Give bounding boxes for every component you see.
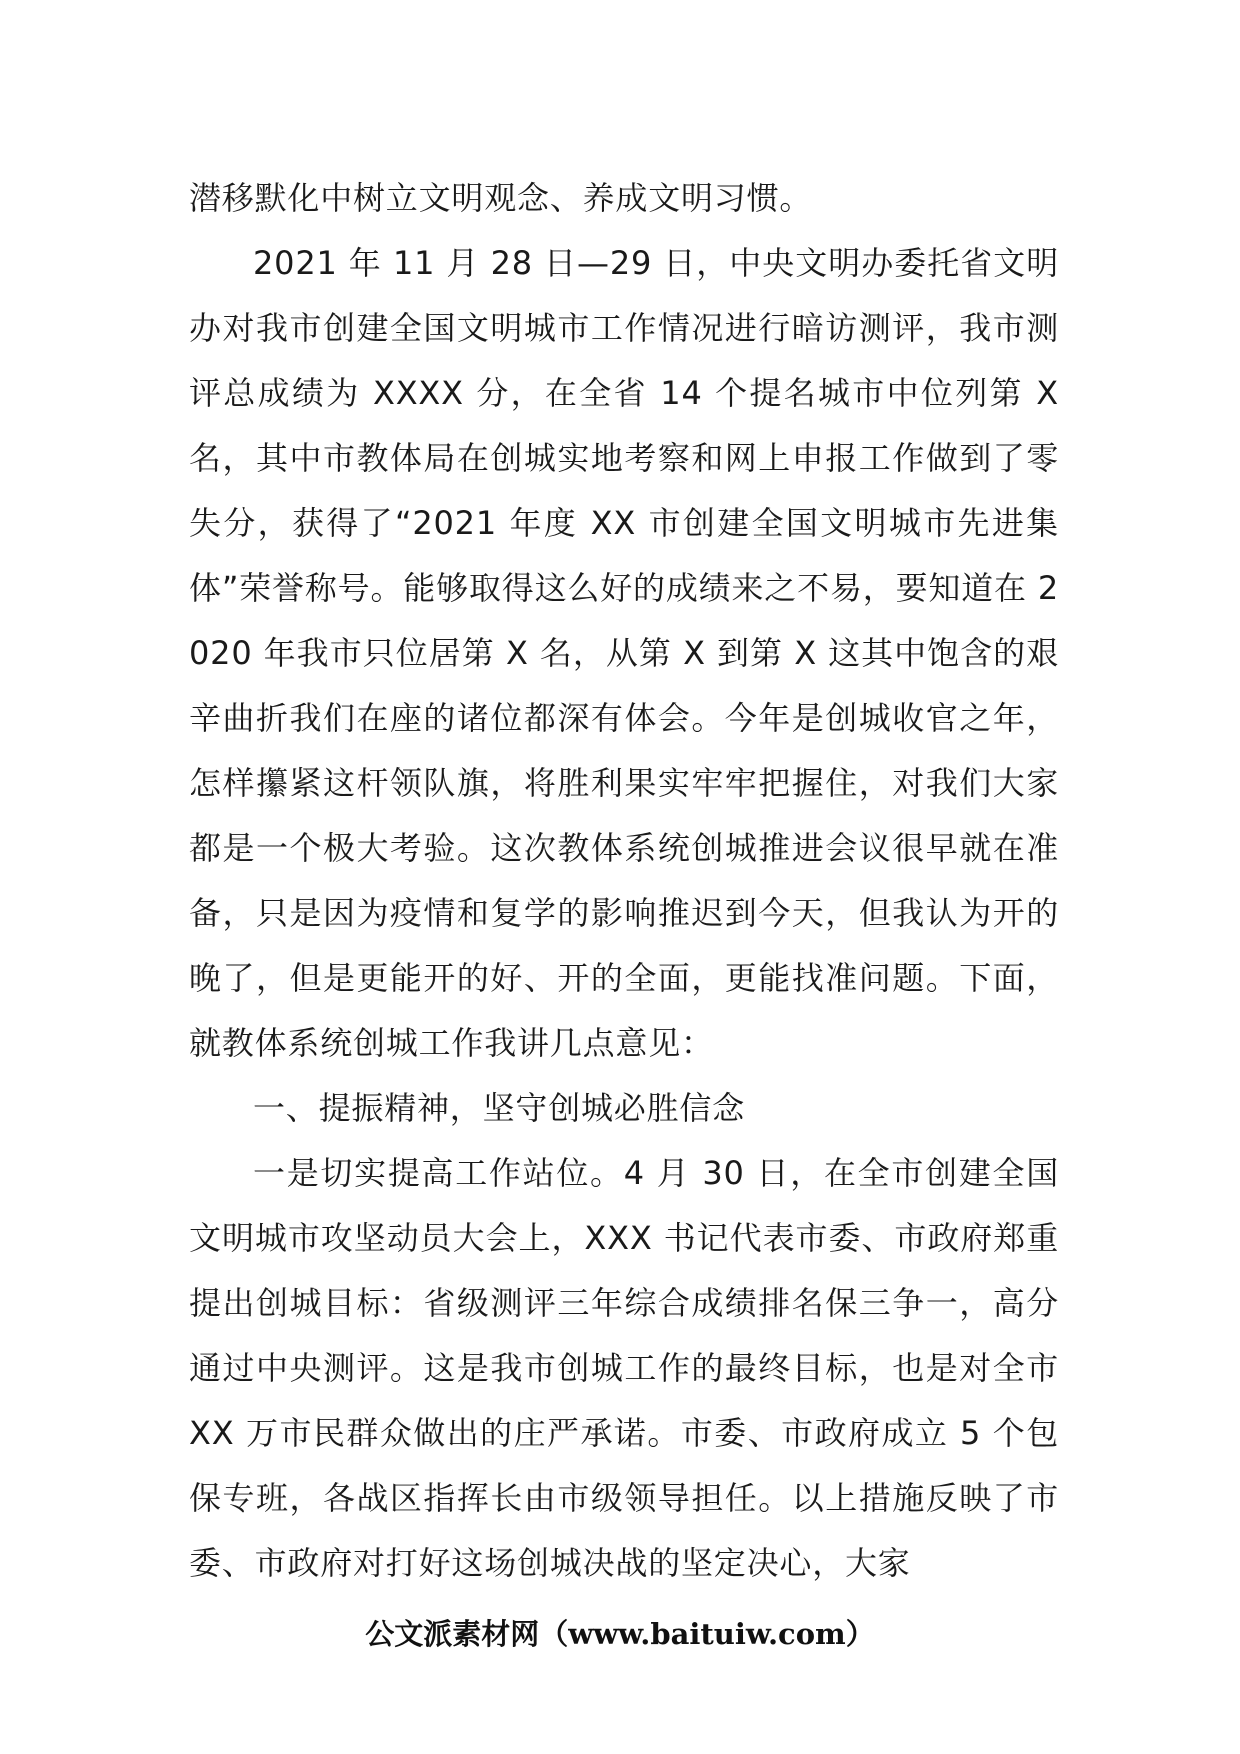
document-body [189, 166, 1059, 1596]
paragraph-exam-results: 2021 年 11 月 28 日—29 日，中央文明办委托省文明办对我市创建全国文明城市工作情况进行暗访测评，我市测评总成绩为 XXXX 分，在全省 14 个提名城市中位列第 X 名，其中市教体局在创城实地考察和网上申报工作做到了零失分，获得了“2021 年度 XX 市创建全国文明城市先进集体”荣誉称号。能够取得这么好的成绩来之不易，要知道在 2020 年我市只位居第 X 名，从第 X 到第 X 这其中饱含的艰辛曲折我们在座的诸位都深有体会。今年是创城收官之年，怎样攥紧这杆领队旗，将胜利果实牢牢把握住，对我们大家都是一个极大考验。这次教体系统创城推进会议很早就在准备，只是因为疫情和复学的影响推迟到今天，但我认为开的晚了，但是更能开的好、开的全面，更能找准问题。下面，就教体系统创城工作我讲几点意见： [189, 244, 1059, 1062]
footer-watermark: 公文派素材网（www.baituiw.com） [365, 1617, 875, 1651]
paragraph-continuation: 潜移默化中树立文明观念、养成文明习惯。 [189, 179, 813, 217]
section-heading-one: 一、提振精神，坚守创城必胜信念 [253, 1089, 746, 1127]
paragraph-work-position: 一是切实提高工作站位。4 月 30 日，在全市创建全国文明城市攻坚动员大会上，XXX 书记代表市委、市政府郑重提出创城目标：省级测评三年综合成绩排名保三争一，高分通过中央测评。这是我市创城工作的最终目标，也是对全市 XX 万市民群众做出的庄严承诺。市委、市政府成立 5 个包保专班，各战区指挥长由市级领导担任。以上措施反映了市委、市政府对打好这场创城决战的坚定决心，大家 [189, 1154, 1059, 1582]
